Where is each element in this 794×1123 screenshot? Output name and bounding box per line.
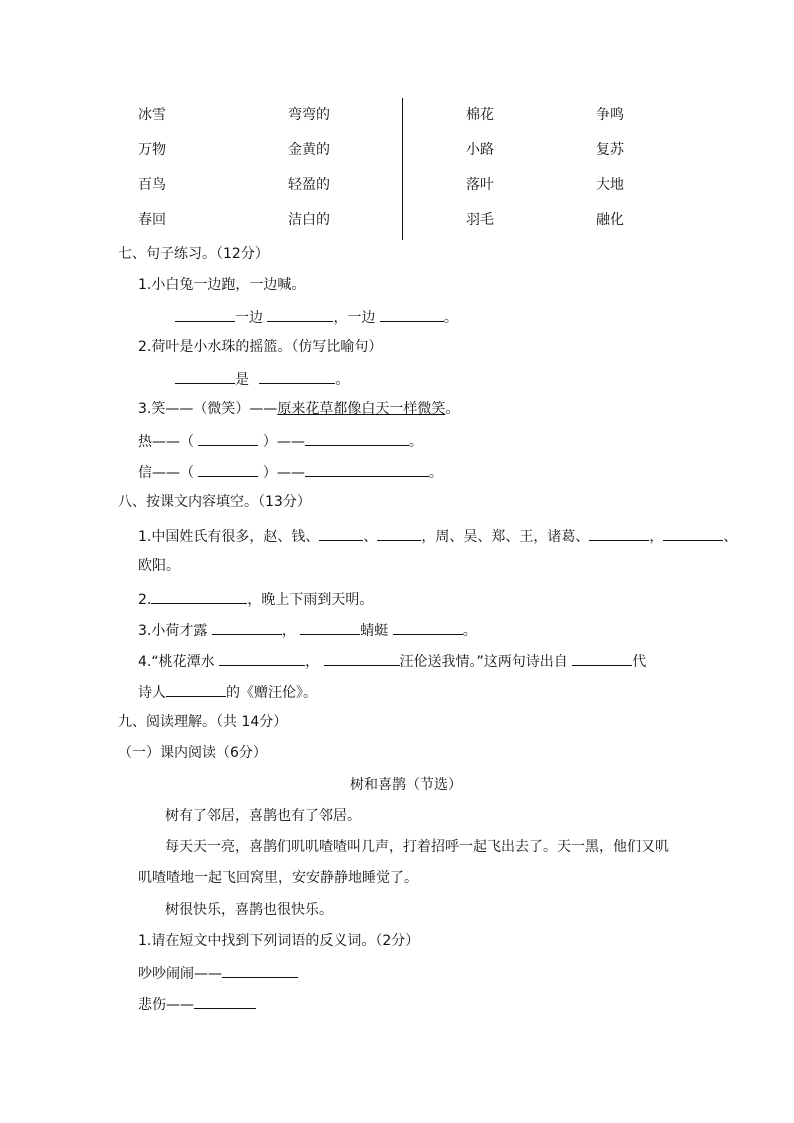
question-text: 3.小荷才露 ， 蜻蜓 。 bbox=[138, 620, 477, 640]
blank[interactable] bbox=[222, 963, 298, 978]
blank[interactable] bbox=[300, 620, 360, 635]
question-text: 1.小白兔一边跑，一边喊。 bbox=[138, 277, 306, 293]
match-word: 洁白的 bbox=[288, 212, 330, 228]
blank[interactable] bbox=[319, 526, 363, 541]
match-word: 大地 bbox=[596, 177, 624, 193]
match-word: 落叶 bbox=[466, 177, 494, 193]
question-text: 3.笑——（微笑）——原来花草都像白天一样微笑。 bbox=[138, 401, 460, 417]
match-word: 弯弯的 bbox=[288, 107, 330, 123]
match-word: 冰雪 bbox=[138, 107, 166, 123]
match-word: 春回 bbox=[138, 212, 166, 228]
match-word: 小路 bbox=[466, 142, 494, 158]
answer-line: 热——（ ）—— 。 bbox=[138, 431, 423, 451]
blank[interactable] bbox=[198, 462, 258, 477]
answer-line: 吵吵闹闹—— bbox=[138, 963, 298, 983]
blank[interactable] bbox=[663, 526, 723, 541]
question-text: 欧阳。 bbox=[138, 558, 180, 574]
blank[interactable] bbox=[572, 651, 632, 666]
answer-line: 悲伤—— bbox=[138, 994, 256, 1014]
match-word: 羽毛 bbox=[466, 212, 494, 228]
blank[interactable] bbox=[393, 620, 463, 635]
passage-paragraph: 叽喳喳地一起飞回窝里，安安静静地睡觉了。 bbox=[138, 870, 418, 886]
match-word: 棉花 bbox=[466, 107, 494, 123]
match-word: 金黄的 bbox=[288, 142, 330, 158]
passage-paragraph: 树很快乐，喜鹊也很快乐。 bbox=[165, 902, 333, 918]
passage-paragraph: 树有了邻居，喜鹊也有了邻居。 bbox=[165, 808, 361, 824]
section-heading: 八、按课文内容填空。（13分） bbox=[118, 494, 311, 510]
column-divider bbox=[402, 98, 403, 240]
blank[interactable] bbox=[305, 462, 429, 477]
section-heading: 九、阅读理解。（共 14分） bbox=[118, 714, 288, 730]
blank[interactable] bbox=[380, 307, 444, 322]
blank[interactable] bbox=[589, 526, 649, 541]
passage-title: 树和喜鹊（节选） bbox=[350, 777, 462, 793]
answer-line: 信——（ ）—— 。 bbox=[138, 462, 443, 482]
match-word: 融化 bbox=[596, 212, 624, 228]
answer-line: 一边 ，一边 。 bbox=[175, 307, 458, 327]
match-word: 万物 bbox=[138, 142, 166, 158]
blank[interactable] bbox=[212, 620, 282, 635]
blank[interactable] bbox=[267, 307, 333, 322]
passage-paragraph: 每天天一亮，喜鹊们叽叽喳喳叫几声，打着招呼一起飞出去了。天一黑，他们又叽 bbox=[165, 839, 669, 855]
blank[interactable] bbox=[324, 651, 400, 666]
question-text: 4.“桃花潭水 ， 汪伦送我情。”这两句诗出自 代 bbox=[138, 651, 646, 671]
blank[interactable] bbox=[198, 431, 258, 446]
match-word: 轻盈的 bbox=[288, 177, 330, 193]
blank[interactable] bbox=[175, 307, 235, 322]
blank[interactable] bbox=[259, 369, 335, 384]
subsection-heading: （一）课内阅读（6分） bbox=[118, 745, 267, 761]
blank[interactable] bbox=[194, 994, 256, 1009]
blank[interactable] bbox=[166, 682, 226, 697]
answer-line: 是 。 bbox=[175, 369, 349, 389]
question-text: 诗人 的《赠汪伦》。 bbox=[138, 682, 317, 702]
match-word: 百鸟 bbox=[138, 177, 166, 193]
blank[interactable] bbox=[175, 369, 235, 384]
match-word: 复苏 bbox=[596, 142, 624, 158]
question-text: 2.荷叶是小水珠的摇篮。（仿写比喻句） bbox=[138, 339, 383, 355]
section-heading: 七、句子练习。（12分） bbox=[118, 246, 269, 262]
question-text: 1.请在短文中找到下列词语的反义词。（2分） bbox=[138, 933, 420, 949]
blank[interactable] bbox=[377, 526, 421, 541]
blank[interactable] bbox=[305, 431, 409, 446]
match-word: 争鸣 bbox=[596, 107, 624, 123]
question-text: 2. ，晚上下雨到天明。 bbox=[138, 589, 373, 609]
blank[interactable] bbox=[151, 589, 247, 604]
question-text: 1.中国姓氏有很多，赵、钱、 、 ，周、吴、郑、王，诸葛、 ， 、 bbox=[138, 526, 737, 546]
blank[interactable] bbox=[219, 651, 305, 666]
